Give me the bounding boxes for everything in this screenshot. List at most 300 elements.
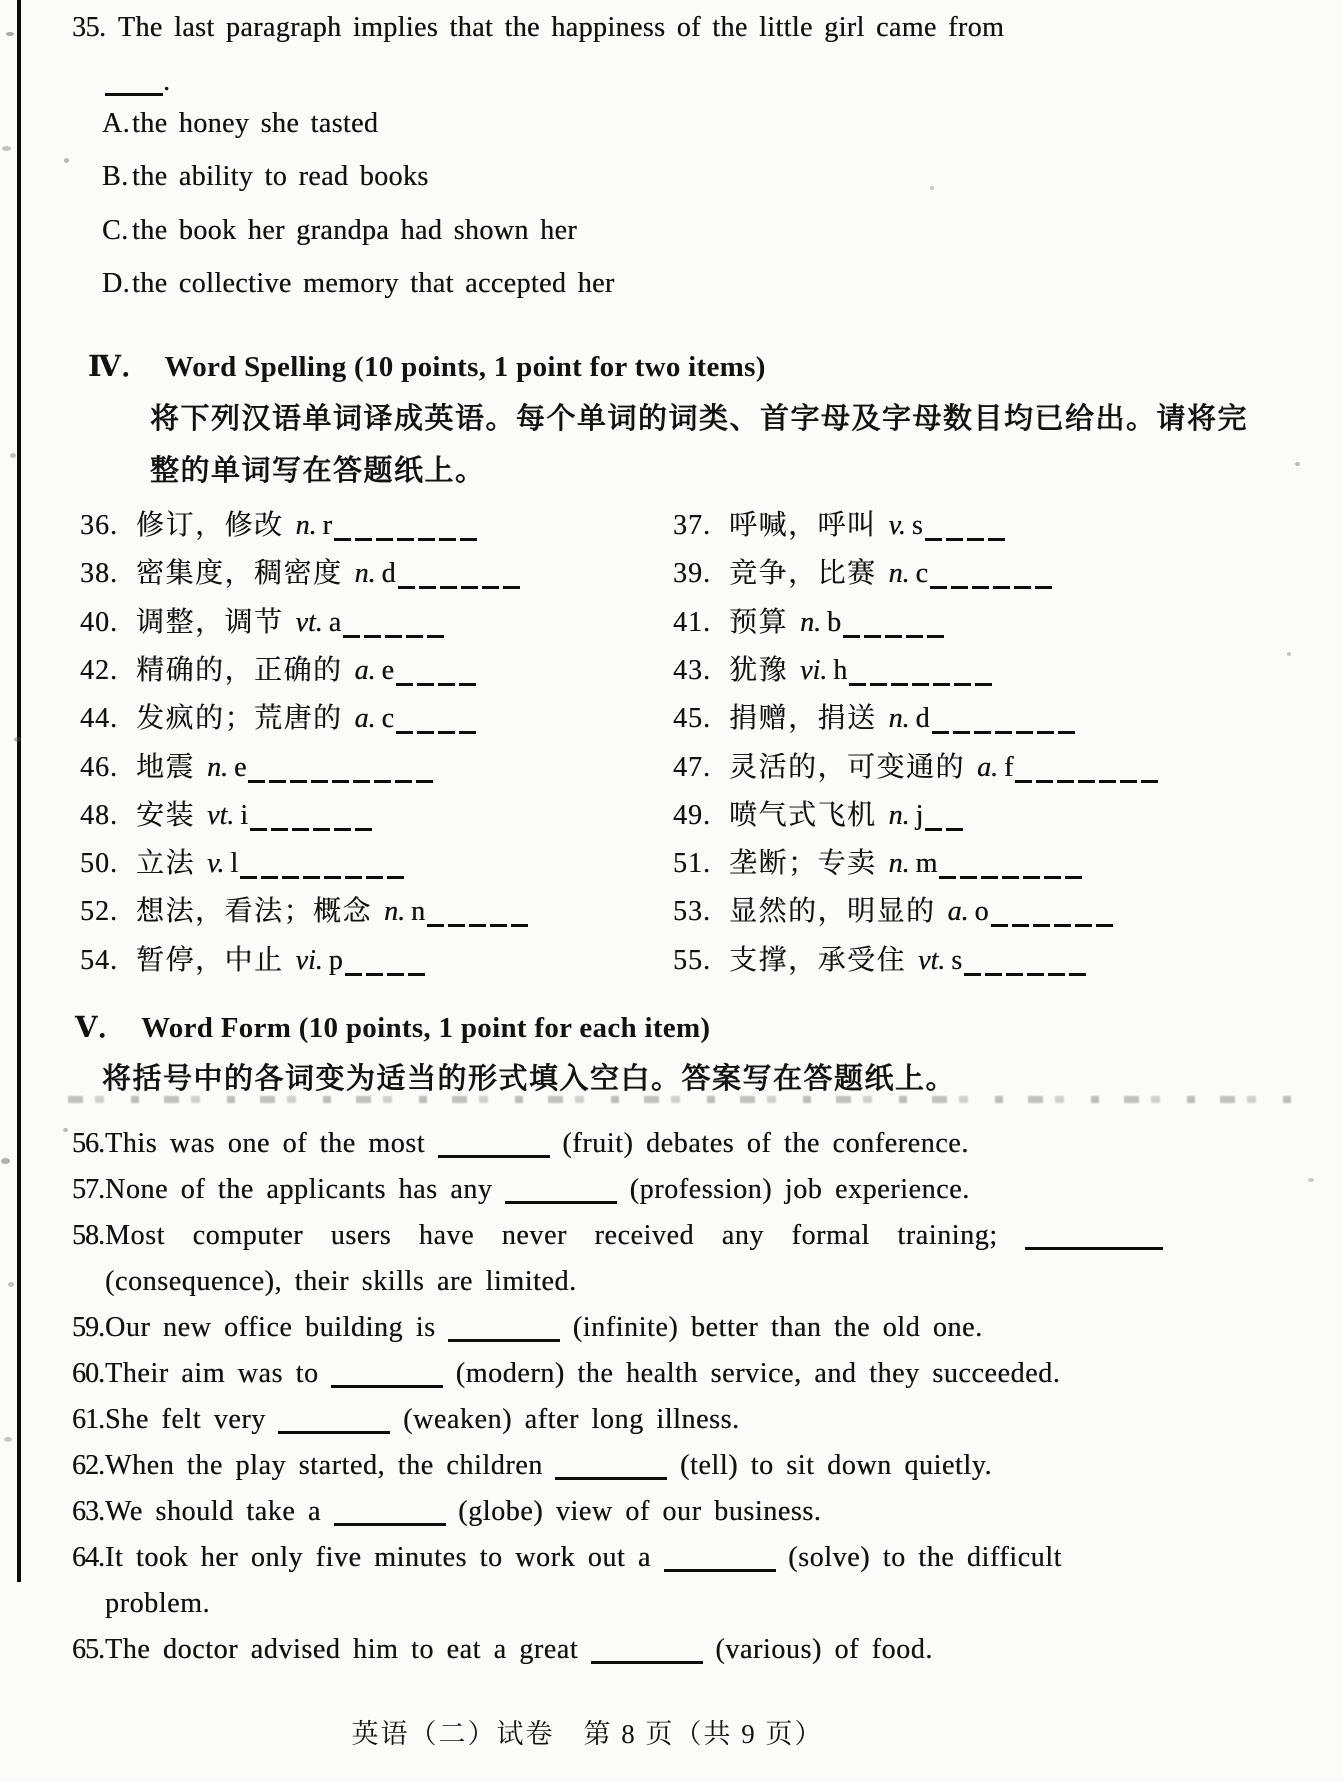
letter-slot — [1099, 760, 1116, 783]
option-text: the ability to read books — [132, 161, 429, 193]
letter-slot — [1048, 953, 1065, 976]
section-5-heading — [75, 1005, 710, 1046]
letter-slot — [438, 663, 455, 686]
spelling-item-number: 53. — [673, 896, 711, 928]
letter-slot — [1058, 711, 1075, 734]
word-form-item-number: 59. — [72, 1312, 104, 1343]
part-of-speech: n. — [800, 606, 822, 638]
letter-slot — [387, 856, 404, 879]
spelling-item — [673, 793, 965, 833]
spelling-item — [80, 600, 446, 640]
word-form-text: The doctor advised him to eat a great — [105, 1634, 591, 1665]
section-4-title: Word Spelling (10 points, 1 point for two items) — [164, 351, 766, 383]
word-form-text: problem. — [105, 1588, 211, 1619]
part-of-speech: a. — [354, 703, 376, 735]
section-4-heading — [88, 344, 766, 385]
part-of-speech: a. — [977, 751, 999, 783]
letter-slot — [1012, 904, 1029, 927]
letter-slot — [953, 711, 970, 734]
letter-slot — [416, 760, 433, 783]
first-letter: c — [381, 703, 394, 735]
letter-slot — [460, 518, 477, 541]
spelling-item-chinese: 发疯的；荒唐的 — [136, 703, 343, 735]
letter-slot — [1006, 953, 1023, 976]
answer-blank — [1025, 1227, 1163, 1250]
letter-slot — [366, 856, 383, 879]
spelling-item — [80, 503, 479, 543]
letter-slot — [1037, 711, 1054, 734]
letter-slot — [324, 856, 341, 879]
letter-slot — [843, 615, 860, 638]
page-footer: 英语（二）试卷 第 8 页（共 9 页） — [351, 1719, 824, 1749]
spelling-item-chinese: 竞争，比赛 — [729, 558, 877, 590]
word-form-text: (consequence), their skills are limited. — [105, 1266, 577, 1297]
spelling-item-chinese: 密集度，稠密度 — [136, 558, 343, 590]
option-row — [102, 215, 577, 247]
letter-slot — [418, 518, 435, 541]
first-letter: e — [381, 654, 394, 686]
letter-slot — [353, 760, 370, 783]
letter-slot — [439, 518, 456, 541]
spelling-item-chinese: 犹豫 — [729, 654, 789, 686]
letter-slot — [946, 518, 963, 541]
answer-blank — [105, 73, 163, 96]
word-form-line — [72, 1496, 821, 1528]
letter-slot — [974, 711, 991, 734]
answer-blank — [448, 1319, 560, 1342]
letter-slot — [1033, 904, 1050, 927]
spelling-item-chinese: 立法 — [136, 848, 196, 880]
part-of-speech: vi. — [800, 654, 828, 686]
option-text: the book her grandpa had shown her — [132, 214, 578, 246]
spelling-item-number: 36. — [80, 510, 118, 541]
letter-slot — [967, 518, 984, 541]
word-form-text: (infinite) better than the old one. — [560, 1312, 983, 1343]
option-text: the honey she tasted — [132, 108, 379, 139]
spelling-item-chinese: 呼喊，呼叫 — [729, 510, 877, 541]
letter-slot — [345, 856, 362, 879]
letter-slot — [469, 904, 486, 927]
letter-slot — [440, 566, 457, 589]
spelling-item — [80, 938, 427, 978]
letter-slot — [951, 566, 968, 589]
letter-slot — [1141, 760, 1158, 783]
letter-slot — [406, 615, 423, 638]
letter-slot — [849, 663, 866, 686]
word-form-text: (solve) to the difficult — [775, 1542, 1062, 1573]
letter-slot — [248, 760, 265, 783]
scan-noise-speck — [6, 32, 14, 36]
scan-binding-edge-line — [17, 0, 21, 1582]
spelling-item — [80, 551, 522, 591]
spelling-item — [673, 938, 1088, 978]
first-letter: e — [234, 751, 247, 783]
spelling-item — [80, 793, 374, 833]
letter-slot — [271, 808, 288, 831]
spelling-item-chinese: 地震 — [136, 751, 196, 783]
letter-slot — [1078, 760, 1095, 783]
question-35-blank-line — [105, 66, 170, 98]
word-form-text: (tell) to sit down quietly. — [667, 1450, 993, 1481]
letter-slot — [290, 760, 307, 783]
first-letter: s — [911, 510, 923, 541]
first-letter: n — [411, 896, 426, 928]
letter-slot — [960, 856, 977, 879]
spelling-item-chinese: 想法，看法；概念 — [136, 896, 373, 928]
scan-noise-speck — [63, 1128, 68, 1132]
letter-slot — [459, 663, 476, 686]
answer-blank — [438, 1135, 550, 1158]
first-letter: c — [915, 558, 928, 590]
first-letter: a — [328, 606, 342, 638]
option-row — [102, 268, 615, 300]
letter-slot — [925, 518, 942, 541]
first-letter: s — [951, 944, 963, 976]
part-of-speech: vi. — [295, 944, 323, 976]
letter-slot — [385, 615, 402, 638]
letter-slot — [870, 663, 887, 686]
word-form-text: (globe) view of our business. — [445, 1496, 822, 1527]
first-letter: i — [240, 799, 249, 831]
word-form-line — [72, 1358, 1060, 1390]
spelling-item — [80, 745, 435, 785]
letter-slot — [461, 566, 478, 589]
letter-slot — [1120, 760, 1137, 783]
part-of-speech: n. — [888, 848, 910, 880]
first-letter: r — [322, 510, 332, 541]
part-of-speech: a. — [947, 896, 969, 928]
letter-slot — [1027, 953, 1044, 976]
word-form-item-number: 57. — [72, 1174, 104, 1205]
first-letter: f — [1004, 751, 1014, 783]
letter-slot — [490, 904, 507, 927]
section-5-instruction: 将括号中的各词变为适当的形式填入空白。答案写在答题纸上。 — [102, 1063, 957, 1095]
spelling-item-chinese: 精确的，正确的 — [136, 654, 343, 686]
letter-slot — [282, 856, 299, 879]
part-of-speech: vt. — [295, 606, 323, 638]
answer-blank — [664, 1549, 776, 1572]
word-form-text: (modern) the health service, and they succeeded. — [443, 1358, 1061, 1389]
letter-slot — [438, 711, 455, 734]
letter-slot — [1016, 711, 1033, 734]
letter-slot — [261, 856, 278, 879]
word-form-item-number: 58. — [72, 1220, 104, 1251]
spelling-item — [673, 889, 1115, 929]
first-letter: b — [827, 606, 842, 638]
part-of-speech: n. — [888, 799, 910, 831]
letter-slot — [1015, 760, 1032, 783]
option-row — [102, 108, 378, 140]
letter-slot — [511, 904, 528, 927]
scan-noise-speck — [10, 453, 16, 458]
letter-slot — [933, 663, 950, 686]
first-letter: j — [915, 799, 924, 831]
letter-slot — [387, 953, 404, 976]
spelling-item — [673, 745, 1160, 785]
option-letter: B. — [102, 161, 129, 193]
letter-slot — [343, 615, 360, 638]
part-of-speech: vt. — [207, 799, 235, 831]
letter-slot — [427, 615, 444, 638]
bleedthrough-smudge — [68, 1096, 1296, 1103]
scan-noise-speck — [14, 737, 21, 742]
scan-noise-speck — [1308, 1178, 1314, 1182]
scan-noise-speck — [2, 146, 11, 151]
word-form-text: Our new office building is — [105, 1312, 449, 1343]
spelling-item-number: 37. — [673, 510, 711, 541]
spelling-item-number: 50. — [80, 848, 118, 880]
letter-slot — [954, 663, 971, 686]
word-form-item-number: 56. — [72, 1128, 104, 1159]
spelling-item-number: 44. — [80, 703, 118, 735]
word-form-item-number: 65. — [72, 1634, 104, 1665]
letter-slot — [240, 856, 257, 879]
letter-slot — [397, 518, 414, 541]
answer-blank — [334, 1503, 446, 1526]
letter-slot — [1023, 856, 1040, 879]
word-form-line — [72, 1404, 740, 1436]
part-of-speech: n. — [207, 751, 229, 783]
answer-blank — [331, 1365, 443, 1388]
word-form-text: When the play started, the children — [105, 1450, 556, 1481]
question-35 — [72, 12, 1004, 44]
word-form-item-number: 60. — [72, 1358, 104, 1389]
spelling-item-chinese: 安装 — [136, 799, 196, 831]
letter-slot — [503, 566, 520, 589]
spelling-item — [80, 889, 530, 929]
letter-slot — [364, 615, 381, 638]
first-letter: m — [915, 848, 938, 880]
letter-slot — [1002, 856, 1019, 879]
letter-slot — [1014, 566, 1031, 589]
letter-slot — [313, 808, 330, 831]
word-form-item-number: 61. — [72, 1404, 104, 1435]
letter-slot — [932, 711, 949, 734]
section-4-instruction-line1: 将下列汉语单词译成英语。每个单词的词类、首字母及字母数目均已给出。请将完 — [150, 403, 1249, 435]
spelling-item-number: 49. — [673, 799, 711, 831]
answer-blank — [555, 1457, 667, 1480]
word-form-text: (weaken) after long illness. — [390, 1404, 740, 1435]
letter-slot — [292, 808, 309, 831]
answer-blank — [505, 1181, 617, 1204]
word-form-text: None of the applicants has any — [105, 1174, 506, 1205]
part-of-speech: v. — [888, 510, 906, 541]
section-4-numeral: Ⅳ． — [88, 351, 151, 383]
part-of-speech: vt. — [918, 944, 946, 976]
spelling-item-chinese: 垄断；专卖 — [729, 848, 877, 880]
letter-slot — [459, 711, 476, 734]
section-5-numeral: Ⅴ． — [75, 1012, 128, 1044]
letter-slot — [927, 615, 944, 638]
letter-slot — [939, 856, 956, 879]
letter-slot — [991, 904, 1008, 927]
letter-slot — [1044, 856, 1061, 879]
spelling-item-number: 47. — [673, 751, 711, 783]
letter-slot — [376, 518, 393, 541]
letter-slot — [355, 808, 372, 831]
word-form-text: Most computer users have never received any formal training; — [105, 1220, 1026, 1251]
spelling-item-number: 52. — [80, 896, 118, 928]
spelling-item-chinese: 显然的，明显的 — [729, 896, 936, 928]
part-of-speech: n. — [384, 896, 406, 928]
letter-slot — [366, 953, 383, 976]
letter-slot — [912, 663, 929, 686]
word-form-item-number: 62. — [72, 1450, 104, 1481]
option-text: the collective memory that accepted her — [132, 267, 615, 299]
letter-slot — [417, 711, 434, 734]
word-form-line — [72, 1542, 1062, 1574]
answer-blank — [591, 1641, 703, 1664]
letter-slot — [988, 518, 1005, 541]
letter-slot — [332, 760, 349, 783]
part-of-speech: n. — [354, 558, 376, 590]
spelling-item — [673, 696, 1077, 736]
word-form-text: This was one of the most — [105, 1128, 438, 1159]
spelling-item-number: 46. — [80, 751, 118, 783]
scan-noise-speck — [8, 1282, 14, 1287]
letter-slot — [396, 663, 413, 686]
spelling-item-number: 39. — [673, 558, 711, 590]
word-form-line — [105, 1588, 210, 1620]
letter-slot — [964, 953, 981, 976]
letter-slot — [1054, 904, 1071, 927]
letter-slot — [448, 904, 465, 927]
letter-slot — [906, 615, 923, 638]
blank-suffix: . — [163, 66, 171, 97]
spelling-item-chinese: 调整，调节 — [136, 606, 284, 638]
letter-slot — [985, 953, 1002, 976]
letter-slot — [482, 566, 499, 589]
first-letter: o — [974, 896, 989, 928]
spelling-item-chinese: 灵活的，可变通的 — [729, 751, 966, 783]
scan-noise-speck — [1, 1158, 10, 1164]
answer-blank — [278, 1411, 390, 1434]
letter-slot — [925, 808, 942, 831]
letter-slot — [1065, 856, 1082, 879]
spelling-item — [80, 841, 406, 881]
word-form-text: (fruit) debates of the conference. — [549, 1128, 969, 1159]
letter-slot — [993, 566, 1010, 589]
spelling-item — [673, 600, 946, 640]
spelling-item-number: 40. — [80, 606, 118, 638]
option-letter: D. — [102, 267, 131, 299]
option-letter: C. — [102, 214, 129, 246]
word-form-text: She felt very — [105, 1404, 279, 1435]
letter-slot — [972, 566, 989, 589]
question-35-number: 35. — [72, 12, 106, 43]
letter-slot — [355, 518, 372, 541]
letter-slot — [334, 518, 351, 541]
option-row — [102, 161, 429, 193]
scan-noise-speck — [1287, 652, 1291, 656]
question-35-text: The last paragraph implies that the happiness of the little girl came from — [117, 12, 1005, 43]
spelling-item — [673, 841, 1084, 881]
spelling-item — [80, 648, 478, 688]
spelling-item-number: 43. — [673, 654, 711, 686]
scan-noise-speck — [64, 158, 69, 163]
word-form-text: (various) of food. — [702, 1634, 933, 1665]
section-4-instruction-line2: 整的单词写在答题纸上。 — [150, 455, 486, 487]
part-of-speech: a. — [354, 654, 376, 686]
spelling-item — [673, 648, 994, 688]
letter-slot — [427, 904, 444, 927]
section-5-title: Word Form (10 points, 1 point for each item) — [141, 1012, 711, 1044]
letter-slot — [946, 808, 963, 831]
letter-slot — [1096, 904, 1113, 927]
spelling-item-chinese: 喷气式飞机 — [729, 799, 877, 831]
letter-slot — [311, 760, 328, 783]
word-form-text: (profession) job experience. — [617, 1174, 970, 1205]
letter-slot — [1057, 760, 1074, 783]
letter-slot — [303, 856, 320, 879]
word-form-line — [72, 1174, 970, 1206]
first-letter: h — [833, 654, 848, 686]
spelling-item-chinese: 捐赠，捐送 — [729, 703, 877, 735]
spelling-item-chinese: 修订，修改 — [136, 510, 284, 541]
letter-slot — [891, 663, 908, 686]
word-form-line — [72, 1220, 1163, 1252]
letter-slot — [975, 663, 992, 686]
letter-slot — [345, 953, 362, 976]
letter-slot — [1075, 904, 1092, 927]
word-form-line — [72, 1312, 983, 1344]
spelling-item — [673, 551, 1054, 591]
word-form-line — [72, 1450, 992, 1482]
letter-slot — [250, 808, 267, 831]
letter-slot — [408, 953, 425, 976]
scan-noise-speck — [1295, 462, 1300, 466]
part-of-speech: n. — [295, 510, 317, 541]
part-of-speech: n. — [888, 558, 910, 590]
letter-slot — [930, 566, 947, 589]
word-form-line — [72, 1128, 969, 1160]
letter-slot — [334, 808, 351, 831]
word-form-item-number: 63. — [72, 1496, 104, 1527]
first-letter: l — [230, 848, 239, 880]
letter-slot — [995, 711, 1012, 734]
letter-slot — [398, 566, 415, 589]
option-letter: A. — [102, 108, 131, 139]
letter-slot — [1036, 760, 1053, 783]
spelling-item-number: 51. — [673, 848, 711, 880]
spelling-item-number: 42. — [80, 654, 118, 686]
letter-slot — [1035, 566, 1052, 589]
word-form-text: It took her only five minutes to work out a — [105, 1542, 664, 1573]
letter-slot — [885, 615, 902, 638]
spelling-item-number: 55. — [673, 944, 711, 976]
letter-slot — [396, 711, 413, 734]
letter-slot — [864, 615, 881, 638]
word-form-line — [105, 1266, 577, 1298]
part-of-speech: v. — [207, 848, 225, 880]
word-form-item-number: 64. — [72, 1542, 104, 1573]
letter-slot — [981, 856, 998, 879]
spelling-item — [673, 503, 1007, 543]
letter-slot — [374, 760, 391, 783]
spelling-item-number: 41. — [673, 606, 711, 638]
first-letter: p — [328, 944, 343, 976]
letter-slot — [395, 760, 412, 783]
part-of-speech: n. — [888, 703, 910, 735]
spelling-item-number: 54. — [80, 944, 118, 976]
letter-slot — [419, 566, 436, 589]
word-form-text: Their aim was to — [105, 1358, 332, 1389]
letter-slot — [417, 663, 434, 686]
spelling-item-number: 45. — [673, 703, 711, 735]
spelling-item-number: 48. — [80, 799, 118, 831]
spelling-item-chinese: 支撑，承受住 — [729, 944, 907, 976]
first-letter: d — [915, 703, 930, 735]
